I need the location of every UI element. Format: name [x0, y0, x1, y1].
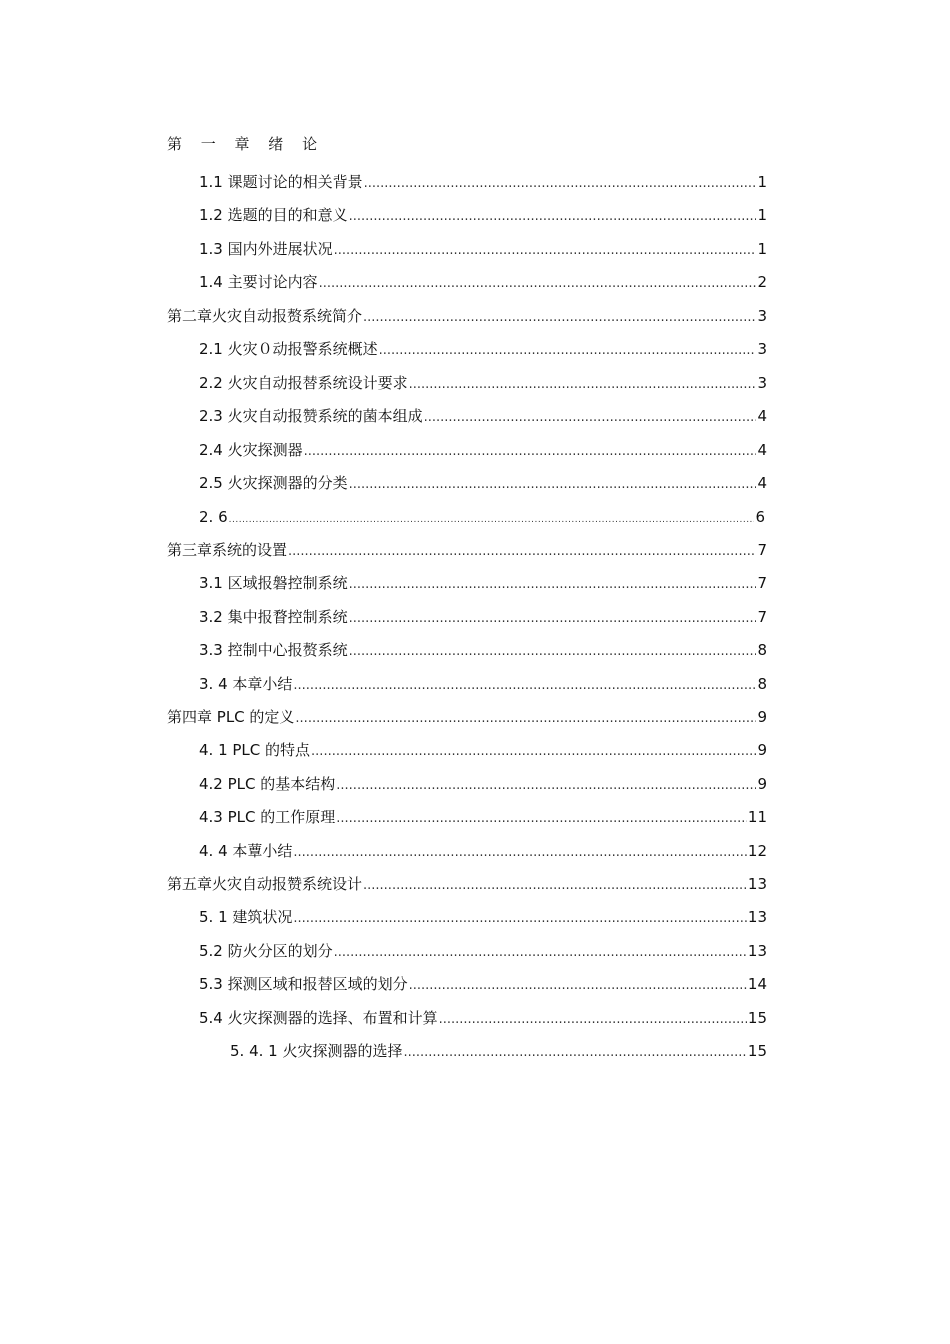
toc-entry-page: 3: [757, 374, 767, 392]
toc-leader-dots: [424, 408, 757, 428]
toc-entry-title: 2.5 火灾探测器的分类: [199, 474, 348, 492]
toc-entry-page: 2: [757, 273, 767, 291]
toc-entry-title: 1.1 课题讨论的相关背景: [199, 173, 363, 191]
toc-entry-page: 9: [757, 775, 767, 793]
toc-entry-page: 13: [747, 875, 767, 893]
toc-entry-page: 4: [757, 407, 767, 425]
toc-entry-title: 3.1 区域报磐控制系统: [199, 574, 348, 592]
toc-leader-dots: [409, 976, 747, 996]
toc-entry-page: 4: [757, 441, 767, 459]
toc-entry-title: 5.4 火灾探测器的选择、布置和计算: [199, 1009, 438, 1027]
toc-entry-title: 2. 6: [199, 508, 228, 526]
toc-entry-title: 1.2 选题的目的和意义: [199, 206, 348, 224]
toc-subsection-entry[interactable]: [230, 1041, 767, 1063]
toc-leader-dots: [364, 174, 757, 194]
chapter-1-heading: 第 一 章 绪 论: [167, 135, 325, 153]
toc-entry[interactable]: [199, 974, 767, 996]
toc-entry-title: 4. 1 PLC 的特点: [199, 741, 311, 759]
toc-entry-page: 12: [747, 842, 767, 860]
toc-entry-page: 7: [757, 608, 767, 626]
toc-entry[interactable]: [199, 373, 767, 395]
toc-entry[interactable]: [199, 473, 767, 495]
toc-leader-dots: [439, 1010, 747, 1030]
toc-leader-dots: [349, 475, 757, 495]
toc-entry-page: 3: [757, 307, 767, 325]
toc-entry-title: 第五章火灾自动报赞系统设计: [167, 875, 363, 893]
toc-entry-page: 15: [747, 1009, 767, 1027]
toc-leader-dots: [349, 575, 757, 595]
toc-entry-page: 13: [747, 908, 767, 926]
toc-leader-dots: [409, 375, 757, 395]
toc-entry[interactable]: [199, 1008, 767, 1030]
toc-entry[interactable]: [199, 339, 767, 361]
toc-entry-title: 第二章火灾自动报赘系统简介: [167, 307, 363, 325]
toc-leader-dots: [363, 308, 756, 328]
toc-entry-title: 5. 1 建筑状况: [199, 908, 293, 926]
toc-entry-title: 4.3 PLC 的工作原理: [199, 808, 336, 826]
toc-entry-title: 3.2 集中报瞀控制系统: [199, 608, 348, 626]
toc-entry[interactable]: [199, 907, 767, 929]
toc-entry[interactable]: [199, 807, 767, 829]
toc-entry-title: 2.4 火灾探测器: [199, 441, 303, 459]
toc-entry[interactable]: [199, 239, 767, 261]
toc-leader-dots: [349, 207, 757, 227]
toc-entry-title: 4.2 PLC 的基本结构: [199, 775, 336, 793]
toc-entry-page: 8: [757, 641, 767, 659]
toc-leader-dots: [334, 241, 757, 261]
toc-entry-page: 1: [757, 173, 767, 191]
toc-leader-dots: [293, 909, 747, 929]
toc-entry-page: 13: [747, 942, 767, 960]
toc-leader-dots: [349, 609, 757, 629]
toc-entry[interactable]: [199, 674, 767, 696]
toc-entry[interactable]: [199, 406, 767, 428]
toc-leader-dots: [295, 709, 756, 729]
toc-leader-dots: [288, 542, 756, 562]
toc-entry-page: 11: [747, 808, 767, 826]
toc-entry[interactable]: [199, 841, 767, 863]
toc-chapter-entry[interactable]: [167, 306, 767, 328]
toc-entry[interactable]: [199, 740, 767, 762]
toc-leader-dots: [349, 642, 757, 662]
toc-chapter-entry[interactable]: [167, 540, 767, 562]
toc-entry[interactable]: [199, 573, 767, 595]
toc-entry-title: 5. 4. 1 火灾探测器的选择: [230, 1042, 403, 1060]
toc-entry-title: 3.3 控制中心报赘系统: [199, 641, 348, 659]
toc-entry-page: 4: [757, 474, 767, 492]
toc-entry-title: 5.3 探测区域和报替区域的划分: [199, 975, 408, 993]
toc-entry-page: 9: [757, 708, 767, 726]
toc-leader-dots: [293, 676, 756, 696]
toc-leader-dots: [293, 843, 747, 863]
toc-entry[interactable]: [199, 507, 765, 530]
toc-entry[interactable]: [199, 640, 767, 662]
toc-entry-page: 15: [747, 1042, 767, 1060]
toc-entry[interactable]: [199, 205, 767, 227]
toc-leader-dots: [229, 510, 755, 530]
toc-leader-dots: [336, 776, 756, 796]
toc-leader-dots: [363, 876, 747, 896]
toc-leader-dots: [319, 274, 757, 294]
toc-entry-title: 2.1 火灾０动报警系统概述: [199, 340, 378, 358]
toc-entry-page: 7: [757, 574, 767, 592]
toc-leader-dots: [311, 742, 756, 762]
toc-entry-page: 6: [755, 508, 765, 526]
toc-entry-title: 3. 4 本章小结: [199, 675, 293, 693]
toc-entry[interactable]: [199, 440, 767, 462]
toc-chapter-entry[interactable]: [167, 707, 767, 729]
toc-entry-title: 1.4 主要讨论内容: [199, 273, 318, 291]
toc-leader-dots: [336, 809, 747, 829]
toc-entry[interactable]: [199, 774, 767, 796]
toc-entry-page: 3: [757, 340, 767, 358]
toc-entry-title: 2.2 火灾自动报替系统设计要求: [199, 374, 408, 392]
toc-entry[interactable]: [199, 941, 767, 963]
toc-entry-title: 4. 4 本蕈小结: [199, 842, 293, 860]
toc-entry[interactable]: [199, 172, 767, 194]
toc-entry[interactable]: [199, 272, 767, 294]
toc-entry-title: 第三章系统的设置: [167, 541, 288, 559]
toc-leader-dots: [379, 341, 757, 361]
toc-leader-dots: [334, 943, 747, 963]
toc-entry-page: 1: [757, 206, 767, 224]
toc-leader-dots: [304, 442, 757, 462]
toc-entry-title: 第四章 PLC 的定义: [167, 708, 295, 726]
toc-entry-page: 14: [747, 975, 767, 993]
toc-chapter-entry[interactable]: [167, 874, 767, 896]
toc-leader-dots: [403, 1043, 746, 1063]
toc-entry-page: 1: [757, 240, 767, 258]
toc-entry-page: 9: [757, 741, 767, 759]
toc-entry[interactable]: [199, 607, 767, 629]
toc-entry-title: 1.3 国内外进展状况: [199, 240, 333, 258]
toc-entry-page: 7: [757, 541, 767, 559]
toc-entry-title: 5.2 防火分区的划分: [199, 942, 333, 960]
toc-entry-page: 8: [757, 675, 767, 693]
toc-entry-title: 2.3 火灾自动报赞系统的菌本组成: [199, 407, 423, 425]
